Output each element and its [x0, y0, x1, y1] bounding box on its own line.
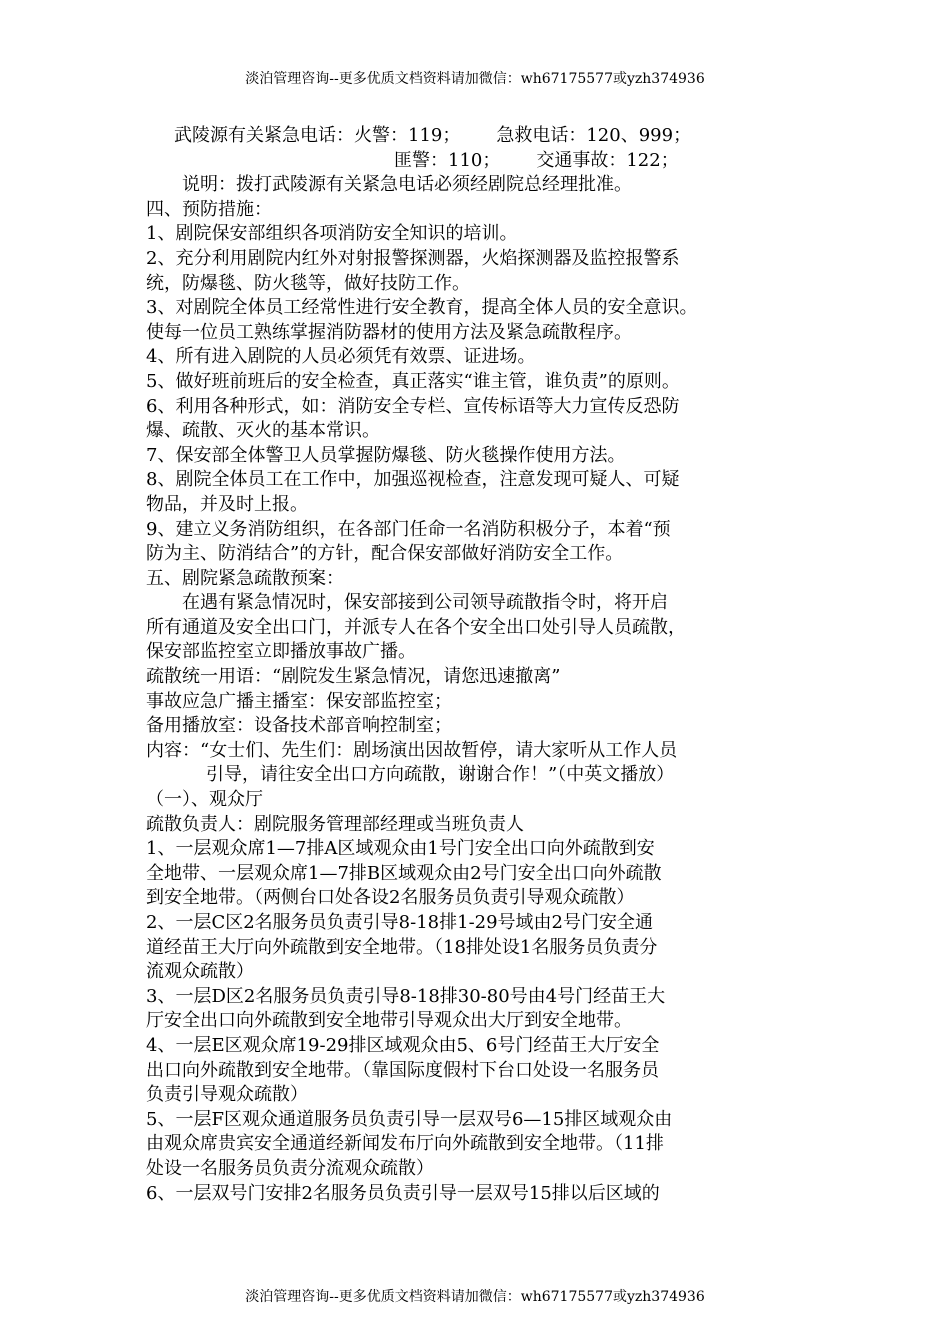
text-line: 疏散负责人：剧院服务管理部经理或当班负责人 — [146, 813, 524, 835]
text-line: 事故应急广播主播室：保安部监控室； — [146, 690, 452, 712]
text-line: 4、所有进入剧院的人员必须凭有效票、证进场。 — [146, 346, 536, 368]
fire-police-phone: 武陵源有关紧急电话：火警：119； — [174, 125, 461, 146]
text-line: 2、充分利用剧院内红外对射报警探测器，火焰探测器及监控报警系 — [146, 247, 680, 269]
text-line: 处设一名服务员负责分流观众疏散） — [146, 1157, 434, 1179]
page-footer: 淡泊管理咨询--更多优质文档资料请加微信：wh67175577或yzh374936 — [245, 1289, 705, 1305]
text-line: 9、建立义务消防组织，在各部门任命一名消防积极分子，本着“预 — [146, 518, 671, 540]
text-line: 7、保安部全体警卫人员掌握防爆毯、防火毯操作使用方法。 — [146, 444, 626, 466]
text-line: 所有通道及安全出口门，并派专人在各个安全出口处引导人员疏散， — [146, 616, 686, 638]
text-line: 5、一层F区观众通道服务员负责引导一层双号6—15排区域观众由 — [146, 1108, 673, 1130]
text-line: 物品，并及时上报。 — [146, 493, 308, 515]
text-line: 防为主、防消结合”的方针，配合保安部做好消防安全工作。 — [146, 543, 624, 565]
text-line: 备用播放室：设备技术部音响控制室； — [146, 715, 452, 737]
text-line: 负责引导观众疏散） — [146, 1084, 308, 1106]
text-line: 厅安全出口向外疏散到安全地带引导观众出大厅到安全地带。 — [146, 1010, 632, 1032]
text-line: 1、一层观众席1—7排A区域观众由1号门安全出口向外疏散到安 — [146, 838, 655, 860]
section-heading: 四、预防措施： — [146, 198, 272, 220]
traffic-accident-phone: 交通事故：122； — [536, 149, 679, 171]
text-line: 3、一层D区2名服务员负责引导8-18排30-80号由4号门经苗王大 — [146, 985, 666, 1007]
text-line: 爆、疏散、灭火的基本常识。 — [146, 420, 380, 442]
document-body — [146, 124, 816, 1206]
subsection-heading: （一）、观众厅 — [146, 789, 263, 811]
text-line: 流观众疏散） — [146, 961, 254, 983]
section-heading: 五、剧院紧急疏散预案： — [146, 567, 344, 589]
text-line: 统，防爆毯、防火毯等，做好技防工作。 — [146, 272, 470, 294]
text-line: 在遇有紧急情况时，保安部接到公司领导疏散指令时，将开启 — [182, 592, 668, 614]
note-line: 说明：拨打武陵源有关紧急电话必须经剧院总经理批准。 — [182, 174, 632, 196]
text-line: 内容：“女士们、先生们：剧场演出因故暂停，请大家听从工作人员 — [146, 739, 678, 761]
text-line: 由观众席贵宾安全通道经新闻发布厅向外疏散到安全地带。（11排 — [146, 1133, 664, 1155]
text-line: 到安全地带。（两侧台口处各设2名服务员负责引导观众疏散） — [146, 887, 635, 909]
text-line: 6、一层双号门安排2名服务员负责引导一层双号15排以后区域的 — [146, 1182, 660, 1204]
text-line: 4、一层E区观众席19-29排区域观众由5、6号门经苗王大厅安全 — [146, 1034, 660, 1056]
text-line: 2、一层C区2名服务员负责引导8-18排1-29号域由2号门安全通 — [146, 912, 654, 933]
text-line: 1、剧院保安部组织各项消防安全知识的培训。 — [146, 223, 518, 245]
text-line: 保安部监控室立即播放事故广播。 — [146, 641, 416, 663]
text-line: 6、利用各种形式，如：消防安全专栏、宣传标语等大力宣传反恐防 — [146, 395, 680, 417]
text-line: 使每一位员工熟练掌握消防器材的使用方法及紧急疏散程序。 — [146, 321, 632, 343]
text-line: 8、剧院全体员工在工作中，加强巡视检查，注意发现可疑人、可疑 — [146, 469, 680, 491]
page-header: 淡泊管理咨询--更多优质文档资料请加微信：wh67175577或yzh374936 — [245, 71, 705, 87]
text-line: 疏散统一用语：“剧院发生紧急情况，请您迅速撤离” — [146, 666, 561, 688]
emergency-phones-line-2 — [146, 149, 816, 174]
text-line: 道经苗王大厅向外疏散到安全地带。（18排处设1名服务员负责分 — [146, 936, 658, 958]
text-line: 3、对剧院全体员工经常性进行安全教育，提高全体人员的安全意识。 — [146, 297, 698, 319]
text-line: 出口向外疏散到安全地带。（靠国际度假村下台口处设一名服务员 — [146, 1059, 659, 1081]
police-phone: 匪警：110； — [394, 149, 501, 171]
text-line: 5、做好班前班后的安全检查，真正落实“谁主管，谁负责”的原则。 — [146, 370, 680, 392]
ambulance-phone: 急救电话：120、999； — [496, 125, 692, 146]
text-line: 引导，请往安全出口方向疏散，谢谢合作！”（中英文播放） — [206, 764, 675, 786]
text-line: 全地带、一层观众席1—7排B区域观众由2号门安全出口向外疏散 — [146, 862, 662, 884]
emergency-phones-line-1 — [146, 124, 816, 149]
